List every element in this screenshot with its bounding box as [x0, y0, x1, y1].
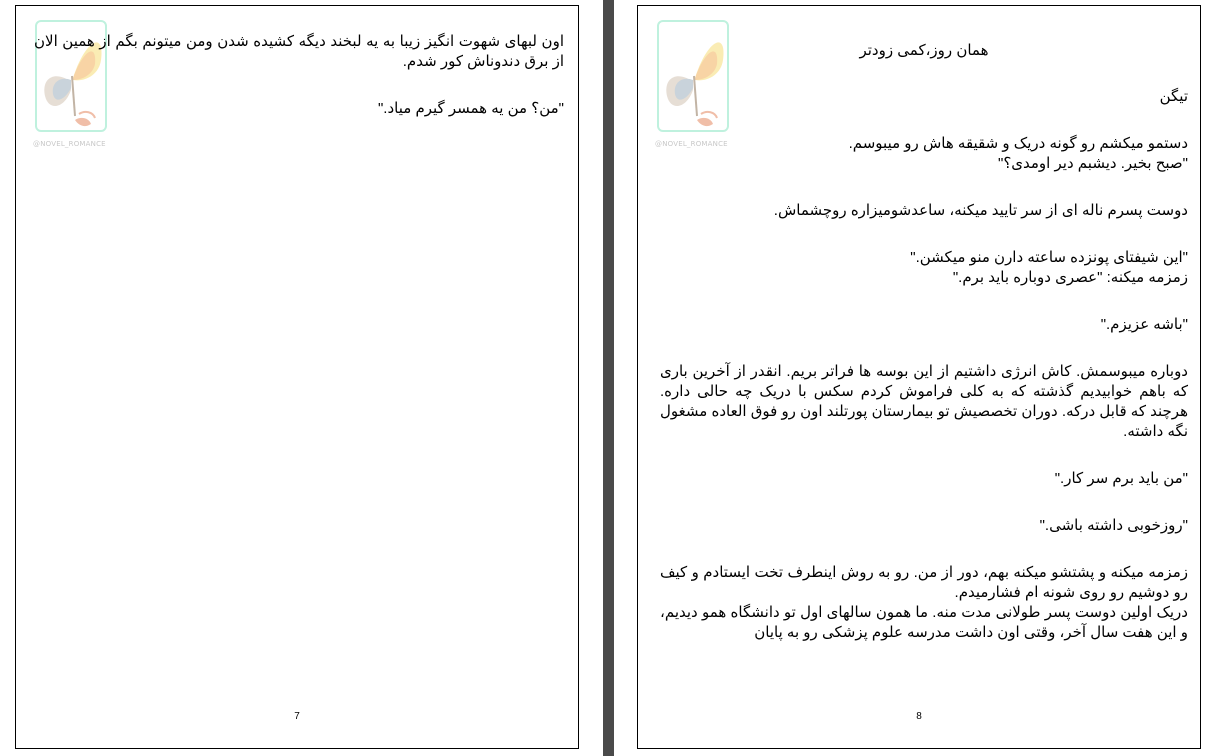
watermark-text: @NOVEL_ROMANCE [33, 140, 106, 148]
paragraph: دوباره میبوسمش. کاش انرژی داشتیم از این بوسه ها فراتر بریم. انقدر از آخرین باری که باهم خوابیدیم گذشته که به کلی فراموش کردم سکس با دریک چه حالی داره. هرچند که قابل درکه. دوران تخصصیش تو بیمارستان پورتلند اون رو فوق العاده مشغول نگه داشته. [660, 363, 1188, 440]
paragraph: "من باید برم سر کار." [1054, 470, 1188, 487]
page-content [660, 41, 1188, 643]
chapter-heading: همان روز،کمی زودتر [859, 42, 989, 59]
paragraph: دوست پسرم ناله ای از سر تایید میکنه، ساعدشومیزاره روچشماش. [773, 202, 1188, 219]
page-7 [15, 5, 579, 749]
page-divider [603, 0, 614, 756]
paragraph: "صبح بخیر. دیشبم دیر اومدی؟" [998, 155, 1188, 172]
page-content [34, 32, 564, 146]
page-number: 7 [294, 711, 300, 722]
paragraph: تیگن [1159, 88, 1188, 105]
paragraph: زمزمه میکنه: "عصری دوباره باید برم." [952, 269, 1188, 286]
page-number: 8 [916, 711, 922, 722]
paragraph: "این شیفتای پونزده ساعته دارن منو میکشن." [910, 249, 1188, 266]
paragraph: دستمو میکشم رو گونه دریک و شقیقه هاش رو میبوسم. [848, 135, 1188, 152]
paragraph: دریک اولین دوست پسر طولانی مدت منه. ما همون سالهای اول تو دانشگاه همو دیدیم، و این هفت سال آخر، وقتی اون داشت مدرسه علوم پزشکی رو به پایان [660, 604, 1188, 641]
paragraph: "باشه عزیزم." [1100, 316, 1188, 333]
paragraph: زمزمه میکنه و پشتشو میکنه بهم، دور از من. رو به روش اینطرف تخت ایستادم و کیف رو دوشیم رو روی شونه ام فشارمیدم. [660, 564, 1188, 601]
paragraph: "روزخوبی داشته باشی." [1039, 517, 1188, 534]
page-8 [637, 5, 1201, 749]
paragraph: "من؟ من یه همسر گیرم میاد." [377, 100, 564, 117]
watermark-text: @NOVEL_ROMANCE [655, 140, 728, 148]
paragraph: اون لبهای شهوت انگیز زیبا به یه لبخند دیگه کشیده شدن ومن میتونم بگم از همین الان از برق دندوناش کور شدم. [34, 33, 564, 70]
